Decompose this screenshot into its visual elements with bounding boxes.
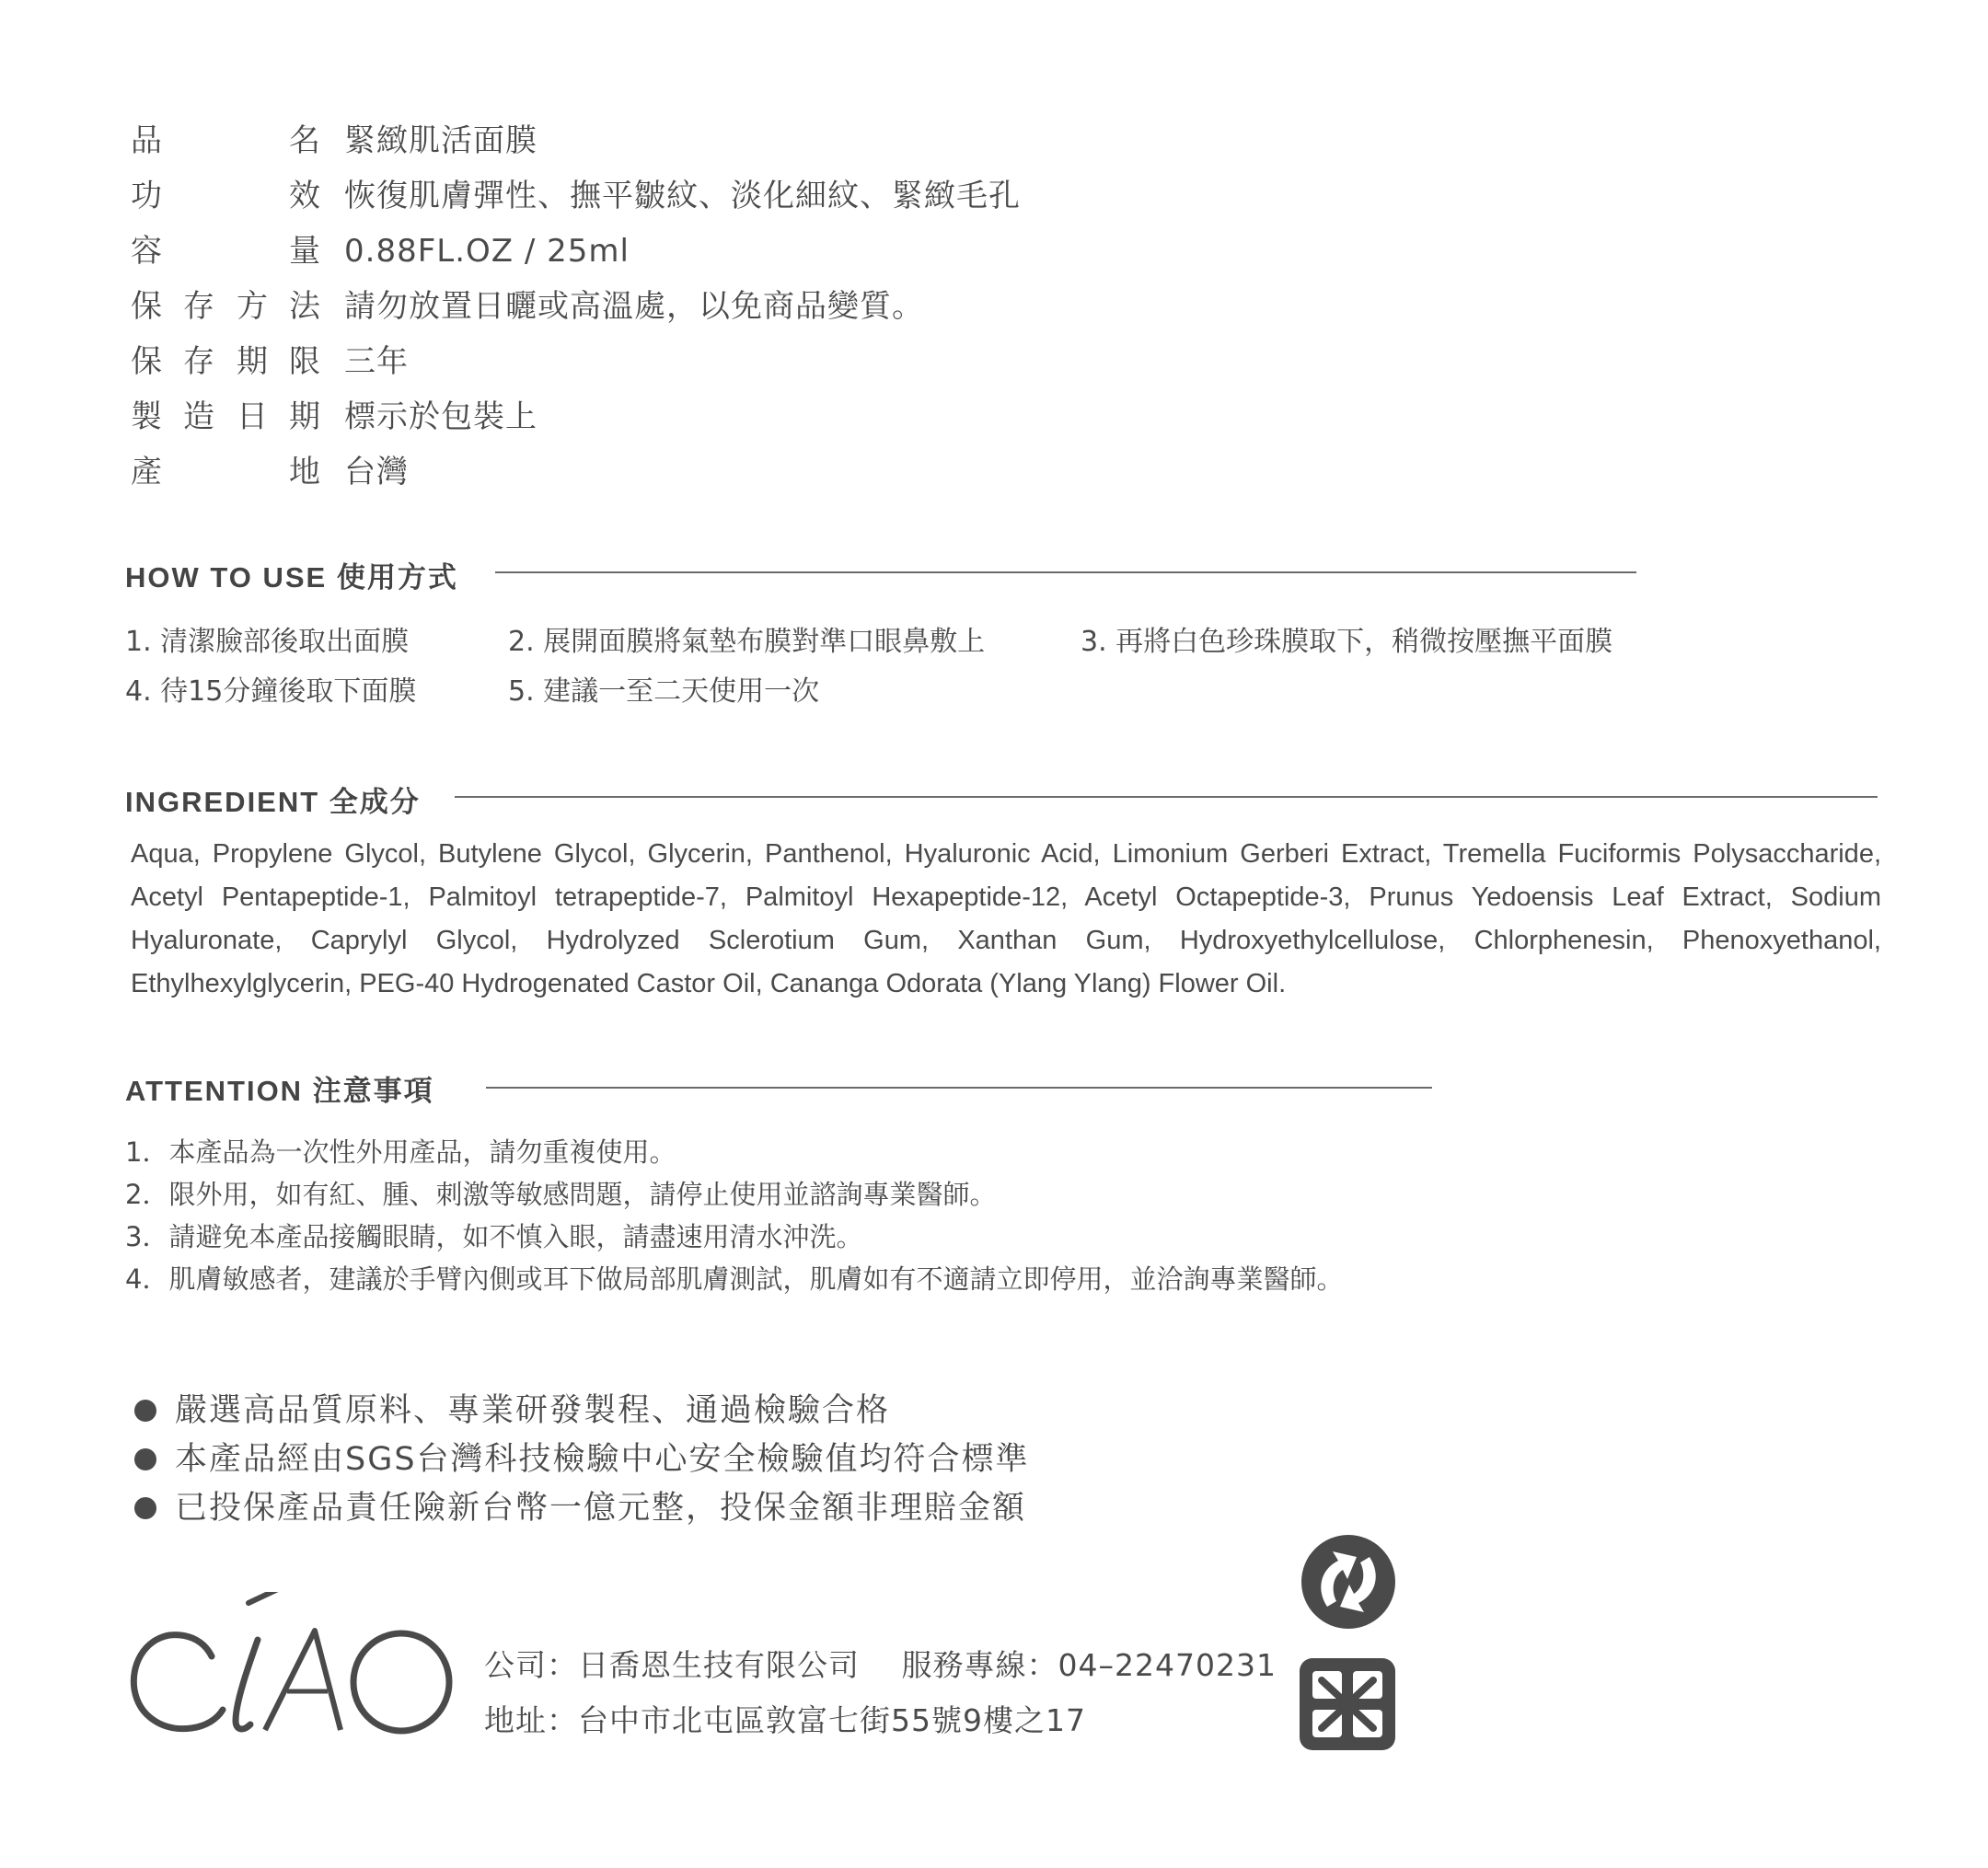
ingredient-title: INGREDIENT 全成分	[125, 786, 421, 818]
spec-value: 緊緻肌活面膜	[344, 122, 537, 159]
company-line: 公司：日喬恩生技有限公司 服務專線：04–22470231	[484, 1647, 1277, 1683]
spec-label-char: 造	[183, 398, 214, 435]
taiwan-recycling-icon	[1298, 1656, 1397, 1752]
spec-label-char: 期	[289, 398, 320, 435]
bullet-dot-icon	[134, 1400, 156, 1422]
feature-text: 已投保產品責任險新台幣一億元整，投保金額非理賠金額	[175, 1490, 1027, 1527]
use-step: 2. 展開面膜將氣墊布膜對準口眼鼻敷上	[508, 626, 986, 658]
spec-label-char: 地	[289, 454, 320, 490]
how-to-use-title: HOW TO USE 使用方式	[125, 561, 458, 594]
attention-item: 3．請避免本產品接觸眼睛，如不慎入眼，請盡速用清水沖洗。	[125, 1221, 863, 1252]
attention-item: 2．限外用，如有紅、腫、刺激等敏感問題，請停止使用並諮詢專業醫師。	[125, 1179, 997, 1210]
spec-label-char: 功	[131, 178, 162, 214]
spec-label	[131, 118, 322, 164]
spec-label-char: 法	[289, 288, 320, 325]
spec-label-char: 產	[131, 454, 162, 490]
section-divider	[495, 571, 1636, 573]
spec-label	[131, 228, 322, 274]
use-step: 4. 待15分鐘後取下面膜	[125, 675, 417, 708]
attention-item: 1．本產品為一次性外用產品，請勿重複使用。	[125, 1136, 676, 1168]
attention-title: ATTENTION 注意事項	[125, 1075, 434, 1107]
spec-label-char: 存	[183, 288, 214, 325]
spec-value: 0.88FL.OZ / 25ml	[344, 233, 630, 270]
spec-value: 請勿放置日曬或高溫處，以免商品變質。	[344, 288, 924, 325]
spec-label	[131, 283, 322, 329]
spec-label-char: 製	[131, 398, 162, 435]
spec-value: 三年	[344, 343, 409, 380]
feature-text: 本產品經由SGS台灣科技檢驗中心安全檢驗值均符合標準	[175, 1441, 1030, 1478]
spec-value: 恢復肌膚彈性、撫平皺紋、淡化細紋、緊緻毛孔	[344, 178, 1021, 214]
attention-item: 4．肌膚敏感者，建議於手臂內側或耳下做局部肌膚測試，肌膚如有不適請立即停用，並洽詢專業醫師。	[125, 1263, 1344, 1295]
spec-label-char: 量	[289, 233, 320, 270]
spec-label-char: 日	[237, 398, 268, 435]
bullet-dot-icon	[134, 1448, 156, 1470]
section-divider	[486, 1087, 1432, 1089]
spec-label-char: 存	[183, 343, 214, 380]
company-address: 地址：台中市北屯區敦富七街55號9樓之17	[484, 1702, 1086, 1738]
spec-label	[131, 394, 322, 440]
bullet-dot-icon	[134, 1497, 156, 1519]
use-step: 1. 清潔臉部後取出面膜	[125, 626, 410, 658]
use-step: 5. 建議一至二天使用一次	[508, 675, 820, 708]
ciao-logo	[127, 1592, 458, 1739]
spec-label-char: 保	[131, 288, 162, 325]
spec-label	[131, 339, 322, 385]
spec-label-char: 限	[289, 343, 320, 380]
spec-label-char: 名	[289, 122, 320, 159]
spec-value: 標示於包裝上	[344, 398, 537, 435]
spec-label-char: 方	[237, 288, 268, 325]
feature-text: 嚴選高品質原料、專業研發製程、通過檢驗合格	[175, 1392, 891, 1429]
use-step: 3. 再將白色珍珠膜取下，稍微按壓撫平面膜	[1081, 626, 1613, 658]
green-dot-recycle-icon	[1300, 1533, 1397, 1631]
spec-label-char: 品	[131, 122, 162, 159]
spec-label-char: 期	[237, 343, 268, 380]
spec-label-char: 容	[131, 233, 162, 270]
spec-label	[131, 449, 322, 495]
spec-label	[131, 173, 322, 219]
section-divider	[455, 796, 1878, 798]
spec-label-char: 保	[131, 343, 162, 380]
spec-value: 台灣	[344, 454, 409, 490]
spec-label-char: 效	[289, 178, 320, 214]
ingredient-list: Aqua, Propylene Glycol, Butylene Glycol, Glycerin, Panthenol, Hyaluronic Acid, Limonium Gerberi Extract, Tremella Fuciformis Polysaccharide, Acetyl Pentapeptide-1, Palmitoyl tetrapeptide-7, Palmitoyl Hexapeptide-12, Acetyl Octapeptide-3, Prunus Yedoensis Leaf Extract, Sodium Hyaluronate, Caprylyl Glycol, Hydrolyzed Sclerotium Gum, Xanthan Gum, Hydroxyethylcellulose, Chlorphenesin, Phenoxyethanol, Ethylhexylglycerin, PEG-40 Hydrogenated Castor Oil, Cananga Odorata (Ylang Ylang) Flower Oil.	[131, 839, 1881, 998]
